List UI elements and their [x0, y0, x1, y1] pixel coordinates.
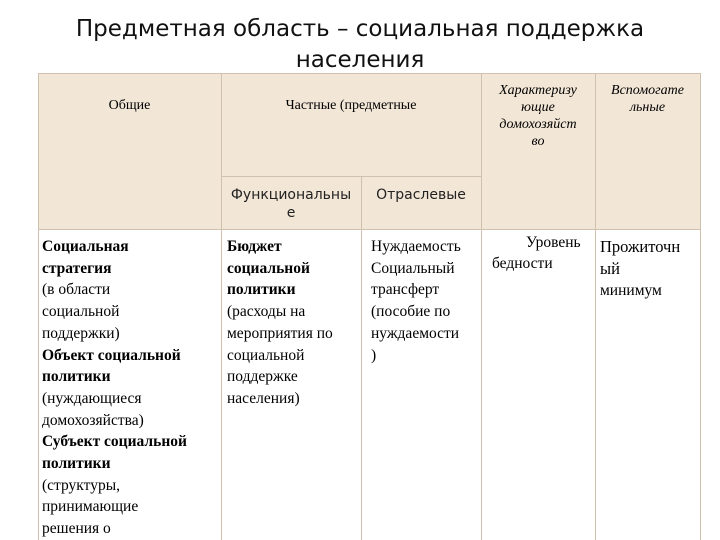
- grid-line: [38, 73, 39, 540]
- functional-line: мероприятия по: [227, 324, 333, 342]
- characterizing-line: Уровень: [526, 234, 581, 251]
- general-line: стратегия: [42, 259, 112, 277]
- general-line: Социальная: [42, 238, 129, 255]
- sectoral-line: трансферт: [371, 281, 440, 299]
- grid-line: [38, 229, 700, 230]
- grid-line: [700, 73, 701, 540]
- auxiliary-line: ый: [600, 259, 620, 278]
- grid-line: [361, 176, 362, 540]
- grid-line: [221, 73, 222, 540]
- sectoral-line: ): [371, 346, 377, 364]
- general-line: Субъект социальной: [42, 433, 187, 451]
- characterizing-line: бедности: [492, 255, 553, 272]
- functional-line: поддержке: [227, 368, 298, 386]
- header-auxiliary: Вспомогате льные: [611, 83, 684, 115]
- functional-line: Бюджет: [227, 238, 282, 255]
- general-line: (в области: [42, 281, 111, 299]
- general-line: домохозяйства): [42, 411, 144, 429]
- sectoral-line: Социальный: [371, 259, 455, 277]
- general-line: политики: [42, 368, 111, 386]
- column-sectoral: [371, 236, 461, 366]
- auxiliary-line: Прожиточн: [600, 237, 681, 256]
- sectoral-line: (пособие по: [371, 303, 451, 321]
- auxiliary-line: минимум: [600, 282, 662, 299]
- general-line: решения о: [42, 520, 111, 538]
- general-line: принимающие: [42, 498, 139, 516]
- column-auxiliary: [600, 236, 680, 302]
- grid-line: [221, 176, 481, 177]
- header-private: Частные (предметные: [285, 98, 417, 113]
- column-characterizing: [488, 232, 595, 274]
- general-line: (структуры,: [42, 476, 120, 494]
- functional-line: социальной: [227, 346, 305, 364]
- general-line: социальной: [42, 303, 120, 321]
- header-functional: Функциональны е: [230, 187, 352, 221]
- title-line-2: населения: [295, 47, 425, 73]
- general-line: (нуждающиеся: [42, 389, 142, 407]
- title-line-1: Предметная область – социальная поддержка: [75, 16, 645, 42]
- functional-line: политики: [227, 281, 296, 299]
- grid-line: [38, 73, 700, 74]
- sectoral-line: нуждаемости: [371, 324, 460, 342]
- functional-line: (расходы на: [227, 303, 306, 321]
- grid-line: [595, 73, 596, 540]
- column-general: [42, 236, 187, 540]
- general-line: Объект социальной: [42, 346, 181, 364]
- sectoral-line: Нуждаемость: [371, 238, 461, 255]
- functional-line: населения): [227, 389, 300, 407]
- functional-line: социальной: [227, 259, 310, 277]
- header-sectoral: Отраслевые: [376, 187, 466, 203]
- header-general: Общие: [108, 98, 151, 113]
- column-functional: [227, 236, 333, 410]
- header-shade-private: [221, 73, 481, 176]
- general-line: поддержки): [42, 324, 120, 342]
- header-characterizing: Характеризу ющие домохозяйст во: [499, 83, 577, 149]
- general-line: политики: [42, 455, 111, 473]
